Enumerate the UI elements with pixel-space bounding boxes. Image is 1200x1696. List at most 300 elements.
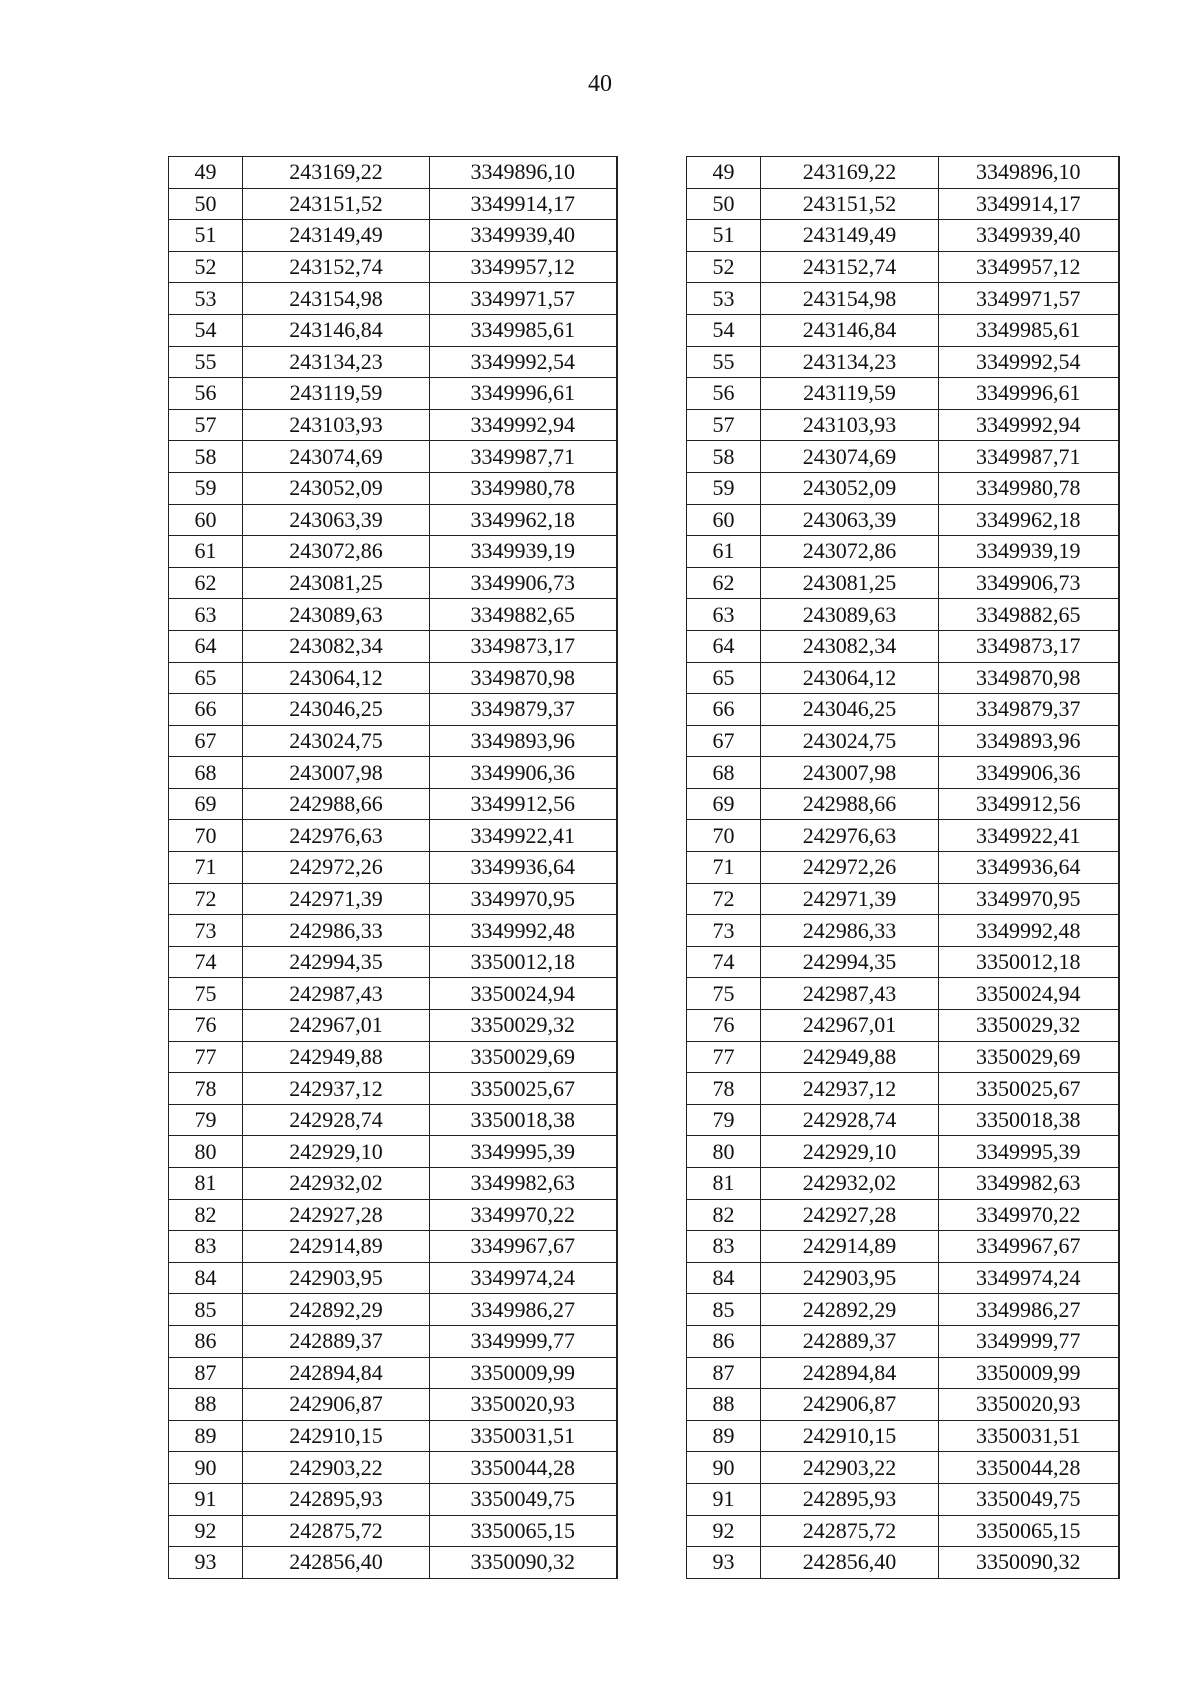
x-coordinate-cell: 243089,63 <box>761 599 939 631</box>
x-coordinate-cell: 243052,09 <box>761 472 939 504</box>
table-row <box>687 1041 1119 1073</box>
y-coordinate-cell: 3349873,17 <box>430 630 617 662</box>
point-number-cell: 66 <box>169 694 243 726</box>
x-coordinate-cell: 243151,52 <box>761 188 939 220</box>
x-coordinate-cell: 242856,40 <box>243 1547 430 1579</box>
point-number-cell: 60 <box>169 504 243 536</box>
table-row <box>169 346 617 378</box>
y-coordinate-cell: 3349982,63 <box>430 1168 617 1200</box>
x-coordinate-cell: 242976,63 <box>761 820 939 852</box>
y-coordinate-cell: 3349992,94 <box>939 409 1119 441</box>
x-coordinate-cell: 242986,33 <box>761 915 939 947</box>
point-number-cell: 93 <box>169 1547 243 1579</box>
point-number-cell: 83 <box>169 1231 243 1263</box>
point-number-cell: 77 <box>687 1041 761 1073</box>
table-row <box>169 504 617 536</box>
y-coordinate-cell: 3350090,32 <box>939 1547 1119 1579</box>
table-row <box>687 694 1119 726</box>
point-number-cell: 75 <box>687 978 761 1010</box>
point-number-cell: 55 <box>169 346 243 378</box>
x-coordinate-cell: 242927,28 <box>761 1199 939 1231</box>
y-coordinate-cell: 3349906,36 <box>939 757 1119 789</box>
table-row <box>687 788 1119 820</box>
point-number-cell: 67 <box>687 725 761 757</box>
table-row <box>687 157 1119 189</box>
point-number-cell: 88 <box>169 1389 243 1421</box>
table-row <box>169 662 617 694</box>
x-coordinate-cell: 242988,66 <box>243 788 430 820</box>
x-coordinate-cell: 243064,12 <box>761 662 939 694</box>
point-number-cell: 65 <box>687 662 761 694</box>
table-row <box>687 662 1119 694</box>
x-coordinate-cell: 242875,72 <box>243 1515 430 1547</box>
y-coordinate-cell: 3349882,65 <box>430 599 617 631</box>
y-coordinate-cell: 3349996,61 <box>430 378 617 410</box>
x-coordinate-cell: 242903,22 <box>761 1452 939 1484</box>
table-row <box>169 1420 617 1452</box>
table-row <box>169 1294 617 1326</box>
point-number-cell: 51 <box>169 220 243 252</box>
x-coordinate-cell: 243134,23 <box>761 346 939 378</box>
y-coordinate-cell: 3349971,57 <box>939 283 1119 315</box>
x-coordinate-cell: 242972,26 <box>761 852 939 884</box>
table-row <box>169 915 617 947</box>
x-coordinate-cell: 242967,01 <box>243 1010 430 1042</box>
x-coordinate-cell: 243146,84 <box>243 314 430 346</box>
point-number-cell: 70 <box>687 820 761 852</box>
y-coordinate-cell: 3350024,94 <box>430 978 617 1010</box>
point-number-cell: 81 <box>169 1168 243 1200</box>
y-coordinate-cell: 3349906,73 <box>430 567 617 599</box>
y-coordinate-cell: 3350025,67 <box>939 1073 1119 1105</box>
table-row <box>687 567 1119 599</box>
y-coordinate-cell: 3349986,27 <box>939 1294 1119 1326</box>
y-coordinate-cell: 3349980,78 <box>430 472 617 504</box>
point-number-cell: 70 <box>169 820 243 852</box>
point-number-cell: 82 <box>687 1199 761 1231</box>
point-number-cell: 85 <box>169 1294 243 1326</box>
point-number-cell: 85 <box>687 1294 761 1326</box>
y-coordinate-cell: 3350029,69 <box>939 1041 1119 1073</box>
table-row <box>169 536 617 568</box>
table-row <box>687 883 1119 915</box>
table-row <box>169 441 617 473</box>
point-number-cell: 74 <box>169 946 243 978</box>
table-row <box>687 725 1119 757</box>
table-row <box>687 946 1119 978</box>
x-coordinate-cell: 242971,39 <box>243 883 430 915</box>
x-coordinate-cell: 242937,12 <box>243 1073 430 1105</box>
point-number-cell: 52 <box>687 251 761 283</box>
point-number-cell: 49 <box>687 157 761 189</box>
x-coordinate-cell: 242994,35 <box>243 946 430 978</box>
y-coordinate-cell: 3349896,10 <box>430 157 617 189</box>
point-number-cell: 49 <box>169 157 243 189</box>
y-coordinate-cell: 3350029,32 <box>430 1010 617 1042</box>
point-number-cell: 55 <box>687 346 761 378</box>
table-row <box>687 599 1119 631</box>
table-row <box>687 1168 1119 1200</box>
x-coordinate-cell: 243152,74 <box>761 251 939 283</box>
x-coordinate-cell: 242987,43 <box>243 978 430 1010</box>
point-number-cell: 73 <box>687 915 761 947</box>
y-coordinate-cell: 3349893,96 <box>939 725 1119 757</box>
x-coordinate-cell: 243152,74 <box>243 251 430 283</box>
table-row <box>169 1073 617 1105</box>
y-coordinate-cell: 3349967,67 <box>939 1231 1119 1263</box>
table-row <box>687 1420 1119 1452</box>
x-coordinate-cell: 242937,12 <box>761 1073 939 1105</box>
point-number-cell: 56 <box>687 378 761 410</box>
table-row <box>687 1325 1119 1357</box>
x-coordinate-cell: 243063,39 <box>761 504 939 536</box>
x-coordinate-cell: 243081,25 <box>761 567 939 599</box>
x-coordinate-cell: 242892,29 <box>761 1294 939 1326</box>
x-coordinate-cell: 242895,93 <box>761 1483 939 1515</box>
x-coordinate-cell: 242894,84 <box>243 1357 430 1389</box>
point-number-cell: 79 <box>687 1104 761 1136</box>
table-row <box>687 441 1119 473</box>
x-coordinate-cell: 242906,87 <box>243 1389 430 1421</box>
x-coordinate-cell: 242903,22 <box>243 1452 430 1484</box>
y-coordinate-cell: 3349962,18 <box>939 504 1119 536</box>
y-coordinate-cell: 3349970,95 <box>430 883 617 915</box>
y-coordinate-cell: 3349970,95 <box>939 883 1119 915</box>
point-number-cell: 54 <box>169 314 243 346</box>
x-coordinate-cell: 242949,88 <box>243 1041 430 1073</box>
point-number-cell: 52 <box>169 251 243 283</box>
x-coordinate-cell: 243024,75 <box>243 725 430 757</box>
y-coordinate-cell: 3350031,51 <box>430 1420 617 1452</box>
table-row <box>169 694 617 726</box>
table-row <box>169 946 617 978</box>
point-number-cell: 64 <box>169 630 243 662</box>
table-row <box>687 1547 1119 1579</box>
table-row <box>169 314 617 346</box>
table-row <box>169 1389 617 1421</box>
point-number-cell: 68 <box>169 757 243 789</box>
point-number-cell: 62 <box>169 567 243 599</box>
point-number-cell: 83 <box>687 1231 761 1263</box>
point-number-cell: 54 <box>687 314 761 346</box>
point-number-cell: 65 <box>169 662 243 694</box>
table-row <box>169 978 617 1010</box>
point-number-cell: 58 <box>687 441 761 473</box>
x-coordinate-cell: 242903,95 <box>761 1262 939 1294</box>
table-row <box>169 188 617 220</box>
y-coordinate-cell: 3350029,69 <box>430 1041 617 1073</box>
table-row <box>687 409 1119 441</box>
x-coordinate-cell: 242910,15 <box>761 1420 939 1452</box>
table-row <box>169 1262 617 1294</box>
y-coordinate-cell: 3349939,40 <box>939 220 1119 252</box>
x-coordinate-cell: 242914,89 <box>761 1231 939 1263</box>
table-row <box>169 725 617 757</box>
x-coordinate-cell: 243151,52 <box>243 188 430 220</box>
x-coordinate-cell: 242895,93 <box>243 1483 430 1515</box>
point-number-cell: 68 <box>687 757 761 789</box>
x-coordinate-cell: 243134,23 <box>243 346 430 378</box>
table-row <box>169 1136 617 1168</box>
table-row <box>687 314 1119 346</box>
y-coordinate-cell: 3349992,94 <box>430 409 617 441</box>
y-coordinate-cell: 3349914,17 <box>430 188 617 220</box>
x-coordinate-cell: 243024,75 <box>761 725 939 757</box>
x-coordinate-cell: 243146,84 <box>761 314 939 346</box>
point-number-cell: 87 <box>169 1357 243 1389</box>
point-number-cell: 75 <box>169 978 243 1010</box>
table-row <box>687 630 1119 662</box>
point-number-cell: 79 <box>169 1104 243 1136</box>
x-coordinate-cell: 243082,34 <box>243 630 430 662</box>
point-number-cell: 91 <box>687 1483 761 1515</box>
table-row <box>169 1515 617 1547</box>
x-coordinate-cell: 242914,89 <box>243 1231 430 1263</box>
y-coordinate-cell: 3350090,32 <box>430 1547 617 1579</box>
point-number-cell: 92 <box>169 1515 243 1547</box>
table-row <box>687 188 1119 220</box>
table-row <box>687 1010 1119 1042</box>
table-row <box>687 251 1119 283</box>
x-coordinate-cell: 243103,93 <box>761 409 939 441</box>
table-row <box>169 630 617 662</box>
table-row <box>687 536 1119 568</box>
y-coordinate-cell: 3349974,24 <box>430 1262 617 1294</box>
table-row <box>169 820 617 852</box>
y-coordinate-cell: 3350018,38 <box>430 1104 617 1136</box>
x-coordinate-cell: 243007,98 <box>243 757 430 789</box>
y-coordinate-cell: 3349936,64 <box>939 852 1119 884</box>
table-row <box>169 472 617 504</box>
point-number-cell: 87 <box>687 1357 761 1389</box>
y-coordinate-cell: 3350044,28 <box>430 1452 617 1484</box>
y-coordinate-cell: 3350024,94 <box>939 978 1119 1010</box>
y-coordinate-cell: 3349985,61 <box>430 314 617 346</box>
point-number-cell: 84 <box>687 1262 761 1294</box>
y-coordinate-cell: 3350031,51 <box>939 1420 1119 1452</box>
x-coordinate-cell: 243169,22 <box>243 157 430 189</box>
y-coordinate-cell: 3349939,19 <box>430 536 617 568</box>
point-number-cell: 80 <box>687 1136 761 1168</box>
point-number-cell: 53 <box>687 283 761 315</box>
point-number-cell: 71 <box>169 852 243 884</box>
x-coordinate-cell: 243154,98 <box>243 283 430 315</box>
x-coordinate-cell: 242929,10 <box>761 1136 939 1168</box>
y-coordinate-cell: 3349922,41 <box>939 820 1119 852</box>
x-coordinate-cell: 243082,34 <box>761 630 939 662</box>
point-number-cell: 67 <box>169 725 243 757</box>
y-coordinate-cell: 3350065,15 <box>430 1515 617 1547</box>
x-coordinate-cell: 243074,69 <box>243 441 430 473</box>
point-number-cell: 63 <box>687 599 761 631</box>
table-row <box>687 378 1119 410</box>
y-coordinate-cell: 3349896,10 <box>939 157 1119 189</box>
x-coordinate-cell: 242986,33 <box>243 915 430 947</box>
y-coordinate-cell: 3350025,67 <box>430 1073 617 1105</box>
point-number-cell: 57 <box>687 409 761 441</box>
table-row <box>687 283 1119 315</box>
x-coordinate-cell: 243169,22 <box>761 157 939 189</box>
point-number-cell: 59 <box>169 472 243 504</box>
y-coordinate-cell: 3349870,98 <box>430 662 617 694</box>
x-coordinate-cell: 242929,10 <box>243 1136 430 1168</box>
x-coordinate-cell: 243089,63 <box>243 599 430 631</box>
y-coordinate-cell: 3349912,56 <box>430 788 617 820</box>
table-row <box>169 1231 617 1263</box>
point-number-cell: 73 <box>169 915 243 947</box>
x-coordinate-cell: 243119,59 <box>243 378 430 410</box>
x-coordinate-cell: 243074,69 <box>761 441 939 473</box>
x-coordinate-cell: 242949,88 <box>761 1041 939 1073</box>
y-coordinate-cell: 3349962,18 <box>430 504 617 536</box>
y-coordinate-cell: 3349986,27 <box>430 1294 617 1326</box>
table-row <box>169 157 617 189</box>
x-coordinate-cell: 243007,98 <box>761 757 939 789</box>
table-row <box>687 1199 1119 1231</box>
y-coordinate-cell: 3349980,78 <box>939 472 1119 504</box>
table-row <box>169 283 617 315</box>
point-number-cell: 64 <box>687 630 761 662</box>
x-coordinate-cell: 242906,87 <box>761 1389 939 1421</box>
point-number-cell: 76 <box>687 1010 761 1042</box>
point-number-cell: 91 <box>169 1483 243 1515</box>
x-coordinate-cell: 242910,15 <box>243 1420 430 1452</box>
point-number-cell: 89 <box>169 1420 243 1452</box>
point-number-cell: 92 <box>687 1515 761 1547</box>
y-coordinate-cell: 3350049,75 <box>430 1483 617 1515</box>
table-row <box>169 852 617 884</box>
table-row <box>687 504 1119 536</box>
table-row <box>687 346 1119 378</box>
x-coordinate-cell: 243063,39 <box>243 504 430 536</box>
y-coordinate-cell: 3349996,61 <box>939 378 1119 410</box>
y-coordinate-cell: 3349987,71 <box>939 441 1119 473</box>
x-coordinate-cell: 242994,35 <box>761 946 939 978</box>
x-coordinate-cell: 242972,26 <box>243 852 430 884</box>
y-coordinate-cell: 3349912,56 <box>939 788 1119 820</box>
point-number-cell: 72 <box>687 883 761 915</box>
point-number-cell: 66 <box>687 694 761 726</box>
y-coordinate-cell: 3349939,40 <box>430 220 617 252</box>
table-row <box>687 1357 1119 1389</box>
y-coordinate-cell: 3349992,54 <box>939 346 1119 378</box>
x-coordinate-cell: 243046,25 <box>243 694 430 726</box>
y-coordinate-cell: 3350020,93 <box>430 1389 617 1421</box>
y-coordinate-cell: 3349879,37 <box>430 694 617 726</box>
table-row <box>169 409 617 441</box>
table-row <box>687 1483 1119 1515</box>
table-row <box>687 1389 1119 1421</box>
table-row <box>169 757 617 789</box>
y-coordinate-cell: 3349893,96 <box>430 725 617 757</box>
point-number-cell: 56 <box>169 378 243 410</box>
table-row <box>687 1136 1119 1168</box>
point-number-cell: 88 <box>687 1389 761 1421</box>
y-coordinate-cell: 3350065,15 <box>939 1515 1119 1547</box>
x-coordinate-cell: 243081,25 <box>243 567 430 599</box>
table-row <box>687 757 1119 789</box>
point-number-cell: 89 <box>687 1420 761 1452</box>
table-row <box>687 1073 1119 1105</box>
y-coordinate-cell: 3350044,28 <box>939 1452 1119 1484</box>
point-number-cell: 90 <box>687 1452 761 1484</box>
point-number-cell: 69 <box>687 788 761 820</box>
y-coordinate-cell: 3349999,77 <box>430 1325 617 1357</box>
x-coordinate-cell: 243103,93 <box>243 409 430 441</box>
y-coordinate-cell: 3349970,22 <box>430 1199 617 1231</box>
table-row <box>687 1104 1119 1136</box>
table-row <box>687 978 1119 1010</box>
point-number-cell: 60 <box>687 504 761 536</box>
point-number-cell: 57 <box>169 409 243 441</box>
y-coordinate-cell: 3349971,57 <box>430 283 617 315</box>
table-row <box>169 1010 617 1042</box>
x-coordinate-cell: 242928,74 <box>761 1104 939 1136</box>
y-coordinate-cell: 3349992,48 <box>430 915 617 947</box>
x-coordinate-cell: 242894,84 <box>761 1357 939 1389</box>
point-number-cell: 61 <box>169 536 243 568</box>
y-coordinate-cell: 3349873,17 <box>939 630 1119 662</box>
point-number-cell: 78 <box>169 1073 243 1105</box>
table-row <box>687 1294 1119 1326</box>
x-coordinate-cell: 242987,43 <box>761 978 939 1010</box>
table-row <box>169 1168 617 1200</box>
table-row <box>169 883 617 915</box>
y-coordinate-cell: 3349957,12 <box>430 251 617 283</box>
table-row <box>687 852 1119 884</box>
y-coordinate-cell: 3349936,64 <box>430 852 617 884</box>
table-row <box>687 1452 1119 1484</box>
table-row <box>169 220 617 252</box>
point-number-cell: 82 <box>169 1199 243 1231</box>
table-row <box>169 567 617 599</box>
table-row <box>169 1483 617 1515</box>
y-coordinate-cell: 3349957,12 <box>939 251 1119 283</box>
x-coordinate-cell: 242889,37 <box>243 1325 430 1357</box>
point-number-cell: 84 <box>169 1262 243 1294</box>
y-coordinate-cell: 3350012,18 <box>430 946 617 978</box>
y-coordinate-cell: 3349992,48 <box>939 915 1119 947</box>
point-number-cell: 90 <box>169 1452 243 1484</box>
table-row <box>169 251 617 283</box>
x-coordinate-cell: 242875,72 <box>761 1515 939 1547</box>
point-number-cell: 62 <box>687 567 761 599</box>
table-row <box>169 378 617 410</box>
y-coordinate-cell: 3349906,73 <box>939 567 1119 599</box>
y-coordinate-cell: 3350018,38 <box>939 1104 1119 1136</box>
point-number-cell: 63 <box>169 599 243 631</box>
y-coordinate-cell: 3349974,24 <box>939 1262 1119 1294</box>
y-coordinate-cell: 3349870,98 <box>939 662 1119 694</box>
x-coordinate-cell: 242971,39 <box>761 883 939 915</box>
x-coordinate-cell: 242932,02 <box>243 1168 430 1200</box>
table-row <box>687 915 1119 947</box>
point-number-cell: 59 <box>687 472 761 504</box>
point-number-cell: 58 <box>169 441 243 473</box>
y-coordinate-cell: 3349995,39 <box>430 1136 617 1168</box>
y-coordinate-cell: 3350009,99 <box>430 1357 617 1389</box>
y-coordinate-cell: 3350020,93 <box>939 1389 1119 1421</box>
x-coordinate-cell: 243119,59 <box>761 378 939 410</box>
x-coordinate-cell: 242892,29 <box>243 1294 430 1326</box>
y-coordinate-cell: 3349906,36 <box>430 757 617 789</box>
point-number-cell: 81 <box>687 1168 761 1200</box>
table-row <box>687 1515 1119 1547</box>
table-row <box>169 1041 617 1073</box>
table-row <box>169 788 617 820</box>
point-number-cell: 50 <box>169 188 243 220</box>
x-coordinate-cell: 242932,02 <box>761 1168 939 1200</box>
